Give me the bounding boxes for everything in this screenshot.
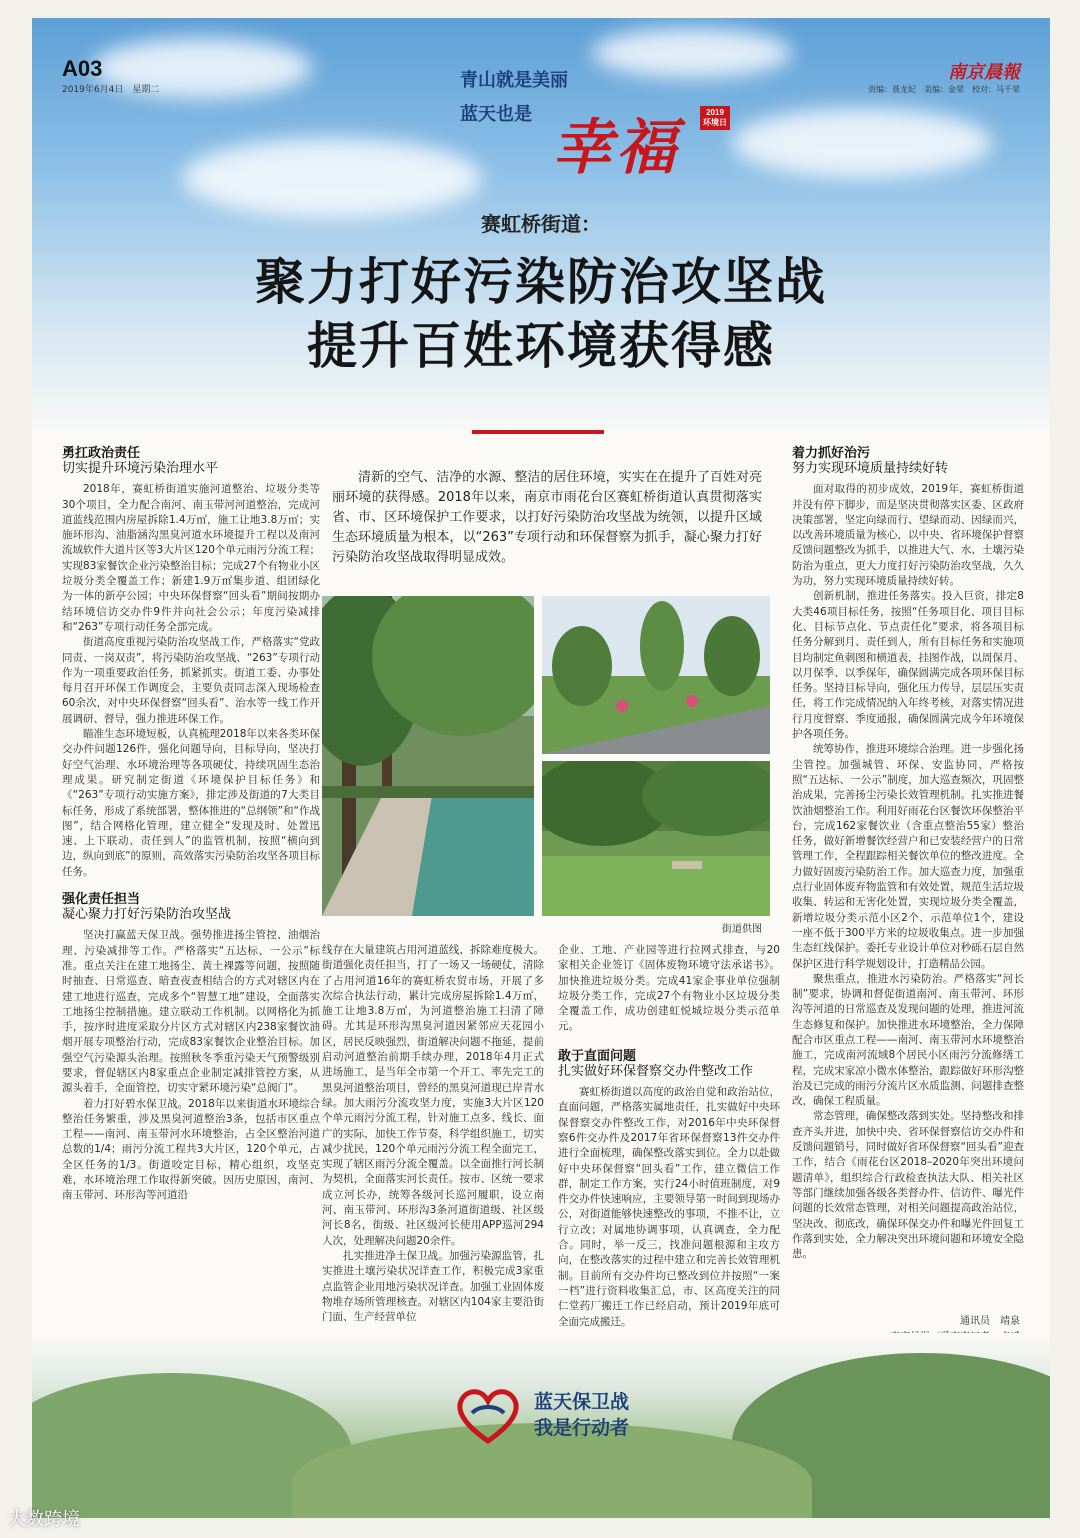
section-title: 敢于直面问题	[558, 1048, 637, 1064]
masthead-line1: 青山就是美丽	[460, 70, 568, 91]
section-title: 着力抓好治污	[792, 446, 871, 461]
left-column	[62, 438, 320, 1278]
paragraph: 2018年，赛虹桥街道实施河道整治、垃圾分类等30个项目，全力配合南河、南玉带河河道整治，完成河道蓝线范围内房屋拆除1.4万㎡，施工让地3.8万㎡；实施环形沟、油脂涵沟黑臭河道水环境提升工程以及南河流域软件大道片区等3大片区120个单元雨污分流工程；实现83家餐饮企业污染整治目标；完成27个有物业小区垃圾分类全覆盖工作；新建1.9万㎡集步道、组团绿化为一体的新亭公园；中央环保督察“回头看”期间按期办结环境信访交办件9件并向社会公示；年度污染减排和“263”专项行动任务全部完成。	[62, 483, 320, 633]
masthead-big-text: 幸福	[552, 113, 680, 183]
paper-name: 南京晨報	[948, 62, 1020, 83]
byline-line1: 通讯员 靖泉	[960, 1316, 1020, 1327]
paragraph: 面对取得的初步成效，2019年，赛虹桥街道并没有停下脚步，而是坚决贯彻落实区委、区政府决策部署，坚定向绿而行、望绿而动、因绿而兴，以改善环境质量为核心，以中央、省环境保护督察反馈问题整改为抓手，以推进大气、水、土壤污染防治为重点，更大力度打好污染防治攻坚战，久久为功，努力实现环境质量持续好转。	[792, 483, 1024, 588]
paragraph: 着力打好碧水保卫战。2018年以来街道水环境综合整治任务繁重，涉及黑臭河道整治3条，包括市区重点工程——南河、南玉带河水环境整治，占全区整治河道总数的1/4；雨污分流工程共3大片区，120个单元，占全区任务的1/3。街道咬定目标，精心组织，攻坚克难，水环境治理工作取得新突破。因历史原因，南河、南玉带河、环形沟等河道沿	[62, 1097, 320, 1202]
paragraph: 创新机制，推进任务落实。投入巨资，排定8大类46项目标任务，按照“任务项目化、项目目标化、目标节点化、节点责任化”要求，将各项目标任务分解到月、责任到人，所有目标任务和实施项目均制定鱼刺图和横道表，挂图作战，以周保月、以月保季、以季保年，确保圆满完成各项环保目标任务。坚持目标导向，强化压力传导，层层压实责任，将工作完成情况纳入年终考核，对落实情况进行月度督察、季度通报，确保圆满完成今年环境保护各项任务。	[792, 590, 1024, 741]
slogan-line2: 我是行动者	[534, 1417, 630, 1439]
photo-park-lawn	[542, 761, 770, 916]
heart-logo-icon	[452, 1383, 524, 1447]
slogan-text	[534, 1389, 629, 1441]
section-title: 勇扛政治责任	[62, 446, 141, 461]
dateline: 2019年6月4日 星期二	[62, 85, 160, 95]
section-subtitle: 努力实现环境质量持续好转	[792, 461, 949, 476]
photo-caption: 街道供图	[722, 924, 762, 935]
middle-column-1	[322, 943, 544, 1358]
article-lead	[332, 468, 762, 568]
right-column	[792, 438, 1024, 1308]
paragraph: 街道高度重视污染防治攻坚战工作，严格落实“党政同责、一岗双责”，将污染防治攻坚战、“263”专项行动作为一项重要政治任务，抓紧抓实。街道工委、办事处每月召开环保工作调度会，主要负责同志深入现场检查60余次，对中央环保督察“回头看”、治水等一线工作开展调研、督导，强力推进环保工作。	[62, 636, 320, 725]
paragraph: 常态管理，确保整改落到实处。坚持整改和排查齐头并进，加快中央、省环保督察信访交办件和反馈问题销号，同时做好省环保督察“回头看”迎查工作，结合《雨花台区2018–2020年突出环境问题清单》，组织综合行政检查执法大队、相关社区等部门继续加强各级各类督办件、信访件、曝光件问题的长效常态管理，对相关问题提高政治站位，坚决改、彻底改，确保环保交办件和曝光件回复工作落到实处，全力解决突出环境问题和环境安全隐患。	[792, 1110, 1024, 1261]
lead-paragraph: 清新的空气、洁净的水源、整洁的居住环境，实实在在提升了百姓对亮丽环境的获得感。2018年以来，南京市雨花台区赛虹桥街道认真贯彻落实省、市、区环境保护工作要求，以打好污染防治攻坚战为统领，以提升区域生态环境质量为根本，以“263”专项行动和环保督察为抓手，凝心聚力打好污染防治攻坚战取得明显成效。	[332, 470, 762, 565]
paragraph: 赛虹桥街道以高度的政治自觉和政治站位，直面问题，严格落实属地责任，扎实做好中央环保督察交办件整改工作，对2016年中央环保督察6件交办件及2017年省环保督察13件交办件进行全面梳理，确保整改落实到位。全力以赴做好中央环保督察“回头看”工作，建立微信工作群，制定工作方案，实行24小时值班制度，对9件交办件快速响应，主要领导第一时间到现场办公，对街道能够快速整改的事项，不推不让，立行立改；对属地协调事项，认真调查，全力配合。同时，举一反三，找准问题根源和主攻方向，在整改落实的过程中建立和完善长效管理机制。目前所有交办件均已整改到位并按照“一案一档”进行资料收集汇总，市、区高度关注的同仁堂药厂搬迁工作已经启动，预计2019年底可全面完成搬迁。	[558, 1086, 780, 1328]
paragraph: 扎实推进净土保卫战。加强污染源监管，扎实推进土壤污染状况详查工作，积极完成3家重点监管企业用地污染状况详查。加强工业固体废物堆存场所管理核查。对辖区内104家主要沿街门面、生产经营单位	[322, 1249, 544, 1324]
paragraph: 瞄准生态环境短板，认真梳理2018年以来各类环保交办件问题126件，强化问题导向，目标导向，坚决打好空气治理、水环境治理等各项硬仗，持续巩固生态治理成果。研究制定街道《环境保护目标任务》和《“263”专项行动实施方案》，排定涉及街道的7大类目标任务，形成了系统部署，整体推进的“总纲领”和“作战图”，结合网格化管理，建立健全“发现及时、处置迅速、上下联动、责任到人”的监管机制，按照“横向到边，纵向到底”的原则，高效落实污染防治攻坚各项目标任务。	[62, 728, 320, 878]
cloud	[182, 138, 482, 218]
environment-day-badge: 2019 环境日	[700, 106, 730, 130]
paragraph: 线存在大量建筑占用河道蓝线，拆除难度极大。街道强化责任担当，打了一场又一场硬仗，清除了占用河道16年的赛虹桥农贸市场，开展了多次综合执法行动，累计完成房屋拆除1.4万㎡，施工让地3.8万㎡，为河道整治施工扫清了障碍。尤其是环形沟黑臭河道因紧邻应天花园小区，居民反映强烈，街道解决问题不拖延，提前启动河道整治前期手续办理，2018年4月正式进场施工，是当年全市第一个开工、率先完工的黑臭河道整治项目，曾经的黑臭河道现已岸青水绿。加大雨污分流攻坚力度，实施3大片区120个单元雨污分流工程，针对施工点多、线长、面广的实际，加快工作节奏，科学组织施工，切实减少扰民，120个单元雨污分流工程全面完工，实现了辖区雨污分流全覆盖。以全面推行河长制为契机，全面落实河长责任。按市、区统一要求成立河长办，统筹各级河长巡河履职，设立南河、南玉带河、环形沟3条河道街道级、社区级河长8名，街级、社区级河长使用APP巡河294人次，处理解决问题20余件。	[322, 944, 544, 1247]
slogan-line1: 蓝天保卫战	[534, 1391, 630, 1413]
section-subtitle: 扎实做好环保督察交办件整改工作	[558, 1063, 754, 1079]
masthead	[460, 66, 730, 196]
headline-line2: 提升百姓环境获得感	[307, 317, 775, 375]
watermark: 大数跨境	[8, 1509, 80, 1530]
photo-roadside-garden	[542, 596, 770, 754]
masthead-line2: 蓝天也是	[460, 104, 532, 125]
article-kicker: 赛虹桥街道：	[481, 212, 601, 236]
paragraph: 聚焦重点，推进水污染防治。严格落实“河长制”要求，协调和督促街道南河、南玉带河、环形沟等河道的日常巡查及发现问题的处理，推进河流生态修复和保护。加快推进水环境整治，全力保障配合市区重点工程——南河、南玉带河水环境整治施工，完成南河流域8个居民小区雨污分流修缮工程，完成宋家凉小微水体整治，跟踪做好环形沟整治及已完成的雨污分流片区水质监测、问题排查整改，确保工程质量。	[792, 972, 1024, 1108]
paragraph: 统筹协作，推进环境综合治理。进一步强化扬尘管控。加强城管、环保、安监协同，严格按照“五达标、一公示”制度，加大巡查频次，巩固整治成果，完善扬尘污染长效管理机制。扎实推进餐饮油烟整治工作。利用好雨花台区餐饮环保整治平台，完成162家餐饮业（含重点整治55家）整治任务，做好新增餐饮经营户和已安装经营户的日常管理工作，全程跟踪相关餐饮单位的整改进度。全力做好固废污染防治工作。加大巡查力度，加强重点行业固体废弃物监管和有效处置，规范生活垃圾收集、转运和无害化处置，实现垃圾分类全覆盖，新增垃圾分类示范小区2个、示范单位1个，建设一座不低于300平方米的垃圾收集点。进一步加强生态红线保护。委托专业设计单位对秒砾石层自然保护区进行科学规划设计，打造精品公园。	[792, 743, 1024, 970]
divider-bar	[472, 430, 604, 434]
slogan-block	[452, 1383, 629, 1447]
newspaper-page	[32, 18, 1050, 1518]
middle-column-2	[558, 943, 780, 1358]
article-headline	[32, 250, 1050, 378]
section-subtitle: 凝心聚力打好污染防治攻坚战	[62, 907, 232, 923]
cloud	[732, 108, 992, 178]
page-number: A03	[62, 56, 103, 81]
section-title: 强化责任担当	[62, 892, 141, 908]
paragraph: 坚决打赢蓝天保卫战。强势推进扬尘管控、油烟治理、污染减排等工作。严格落实“五达标、一公示”标准。重点关注在建工地扬尘、黄土裸露等问题，按照随时抽查、日常巡查、暗查夜查相结合的方式对辖区内在建工地进行巡查，完成多个“智慧工地”建设，全面落实工地扬尘控制措施。建立联动工作机制。以网格化为抓手，按序时进度采取分片区方式对辖区内238家餐饮油烟开展专项整治行动，完成83家餐饮企业整治目标。加强空气污染源头治理。按照秋冬季重污染天气预警级别要求，督促辖区内8家重点企业制定减排管控方案，从源头着手，全面管控，切实守紧环境污染“总阀门”。	[62, 929, 320, 1095]
photo-canal-walkway	[322, 596, 534, 916]
section-subtitle: 切实提升环境污染治理水平	[62, 461, 219, 476]
paragraph: 企业、工地、产业园等进行拉网式排查，与20家相关企业签订《固体废物环境守法承诺书》。加快推进垃圾分类。完成41家企事业单位强制垃圾分类工作，完成27个有物业小区垃圾分类全覆盖工作，成功创建虹悦城垃圾分类示范单元。	[558, 944, 780, 1033]
headline-line1: 聚力打好污染防治攻坚战	[255, 253, 827, 311]
editor-credits: 责编：聂龙妃 美编：金荣 校对：马千荣	[868, 85, 1020, 94]
